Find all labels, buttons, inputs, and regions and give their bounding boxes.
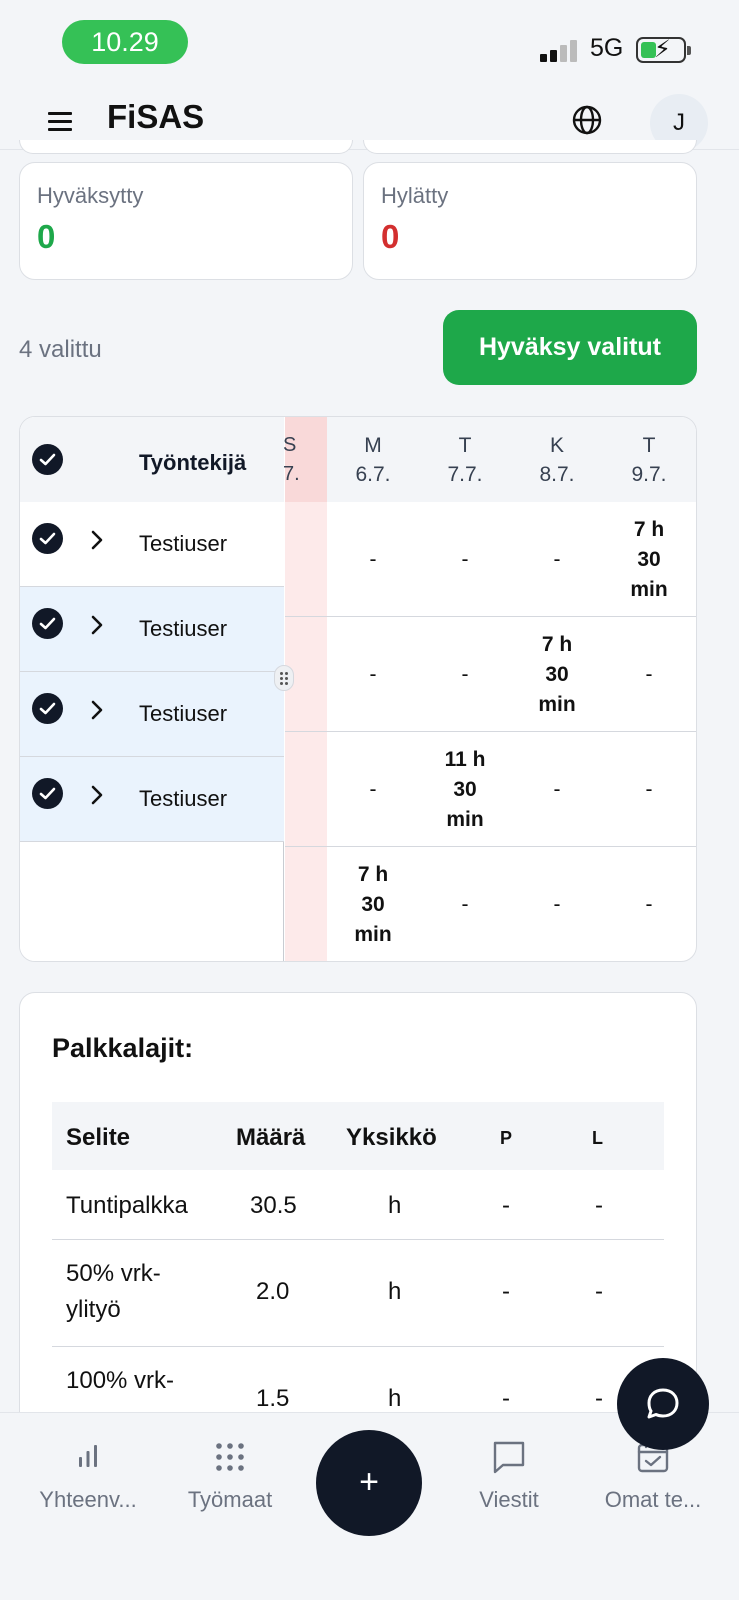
status-bar <box>0 0 739 92</box>
employee-name: Testiuser <box>139 786 228 811</box>
chevron-right-icon[interactable] <box>90 697 104 728</box>
grid-dots-icon <box>155 1437 305 1477</box>
selected-count: 4 valittu <box>19 336 102 363</box>
column-header-unit: Yksikkö <box>346 1124 437 1151</box>
add-button[interactable]: + <box>316 1430 422 1536</box>
days-header <box>327 417 697 502</box>
rejected-card <box>363 162 697 280</box>
message-icon <box>434 1437 584 1477</box>
day-date: 9.7. <box>631 463 667 486</box>
chat-bubble-icon[interactable] <box>617 1358 709 1450</box>
pay-description: Tuntipalkka <box>66 1192 188 1219</box>
pay-unit: h <box>388 1385 402 1412</box>
row-checkbox[interactable] <box>32 608 63 639</box>
pay-amount: 30.5 <box>250 1192 297 1219</box>
approve-selected-button[interactable]: Hyväksy valitut <box>443 310 697 385</box>
approved-value: 0 <box>37 218 56 255</box>
bar-chart-icon <box>13 1437 163 1477</box>
pay-row <box>52 1240 664 1347</box>
hours-cell[interactable]: - <box>461 892 469 916</box>
approved-label: Hyväksytty <box>37 183 144 208</box>
chevron-right-icon[interactable] <box>90 527 104 558</box>
pay-types-header-row <box>52 1102 664 1170</box>
schedule-table <box>19 416 697 962</box>
day-weekday: K <box>549 434 564 457</box>
column-header-l: L <box>592 1128 603 1148</box>
pay-l: - <box>595 1192 603 1219</box>
hours-row <box>285 617 697 732</box>
pay-description-line2: ylityö <box>66 1296 121 1323</box>
hours-cell[interactable]: - <box>645 662 653 686</box>
chevron-right-icon[interactable] <box>90 782 104 813</box>
employee-row[interactable] <box>20 757 284 842</box>
column-header-p: P <box>500 1128 513 1148</box>
pay-unit: h <box>388 1192 402 1219</box>
pay-p: - <box>502 1278 510 1305</box>
rejected-value: 0 <box>381 218 400 255</box>
pay-p: - <box>502 1192 510 1219</box>
pay-unit: h <box>388 1278 402 1305</box>
employee-header-row <box>20 417 284 502</box>
approved-card <box>19 162 353 280</box>
nav-label: Omat te... <box>604 1487 702 1512</box>
employee-name: Testiuser <box>139 616 228 641</box>
status-time: 10.29 <box>62 20 188 64</box>
hours-cell[interactable]: - <box>369 547 377 571</box>
row-checkbox[interactable] <box>32 693 63 724</box>
pay-description-line1: 50% vrk- <box>66 1260 161 1287</box>
employee-name: Testiuser <box>139 531 228 556</box>
hours-cell[interactable]: - <box>553 777 561 801</box>
column-resize-handle[interactable] <box>274 665 294 691</box>
pay-types-card <box>19 992 697 1432</box>
nav-label: Työmaat <box>187 1487 273 1512</box>
day-weekday: T <box>458 434 472 457</box>
days-scroll-area[interactable] <box>285 417 697 962</box>
app-title: FiSAS <box>107 98 205 135</box>
hours-cell[interactable]: - <box>645 892 653 916</box>
pay-types-title: Palkkalajit: <box>52 1033 194 1063</box>
hours-cell[interactable]: - <box>553 547 561 571</box>
hours-cell[interactable]: 11 h 30 min <box>444 747 486 831</box>
summary-card-partial <box>363 140 697 154</box>
hours-cell[interactable]: 7 h 30 min <box>630 517 668 601</box>
hours-cell[interactable]: - <box>461 547 469 571</box>
hours-row <box>285 732 697 847</box>
day-date: 6.7. <box>355 463 391 486</box>
pay-amount: 2.0 <box>256 1278 290 1305</box>
network-label: 5G <box>590 34 624 62</box>
nav-label: Viestit <box>479 1487 539 1512</box>
day-date: 7.7. <box>447 463 483 486</box>
day-weekday: M <box>364 434 382 457</box>
sunday-weekday: S <box>283 434 297 456</box>
globe-icon[interactable] <box>571 104 603 136</box>
pay-l: - <box>595 1385 603 1412</box>
sunday-date: 7. <box>283 463 300 485</box>
column-header-amount: Määrä <box>236 1124 306 1151</box>
pay-l: - <box>595 1278 603 1305</box>
pay-p: - <box>502 1385 510 1412</box>
employee-header: Työntekijä <box>139 450 247 475</box>
hours-cell[interactable]: - <box>369 777 377 801</box>
hours-row <box>285 502 697 617</box>
nav-summary[interactable] <box>13 1437 163 1513</box>
avatar[interactable]: J <box>650 94 708 152</box>
rejected-label: Hylätty <box>381 183 449 208</box>
hours-cell[interactable]: - <box>645 777 653 801</box>
nav-messages[interactable] <box>434 1437 584 1513</box>
row-checkbox[interactable] <box>32 778 63 809</box>
hours-cell[interactable]: 7 h 30 min <box>354 862 392 946</box>
hours-cell[interactable]: 7 h 30 min <box>538 632 576 716</box>
hours-row <box>285 847 697 962</box>
nav-worksites[interactable] <box>155 1437 305 1513</box>
select-all-checkbox[interactable] <box>32 444 63 475</box>
column-header-description: Selite <box>66 1124 131 1151</box>
pay-amount: 1.5 <box>256 1385 290 1412</box>
day-date: 8.7. <box>539 463 575 486</box>
pay-row <box>52 1170 664 1240</box>
employee-column <box>20 417 284 962</box>
employee-row[interactable] <box>20 672 284 757</box>
hours-cell[interactable]: - <box>553 892 561 916</box>
hours-cell[interactable]: - <box>461 662 469 686</box>
summary-card-partial <box>19 140 353 154</box>
chevron-right-icon[interactable] <box>90 612 104 643</box>
pay-description-line1: 100% vrk- <box>66 1367 175 1394</box>
employee-name: Testiuser <box>139 701 228 726</box>
signal-icon <box>540 40 580 62</box>
battery-icon: ⚡ <box>636 37 686 63</box>
hours-cell[interactable]: - <box>369 662 377 686</box>
employee-row[interactable] <box>20 502 284 587</box>
row-checkbox[interactable] <box>32 523 63 554</box>
sunday-header <box>285 417 327 502</box>
employee-row[interactable] <box>20 587 284 672</box>
menu-icon[interactable] <box>48 110 74 132</box>
day-weekday: T <box>642 434 656 457</box>
nav-label: Yhteenv... <box>39 1487 137 1512</box>
